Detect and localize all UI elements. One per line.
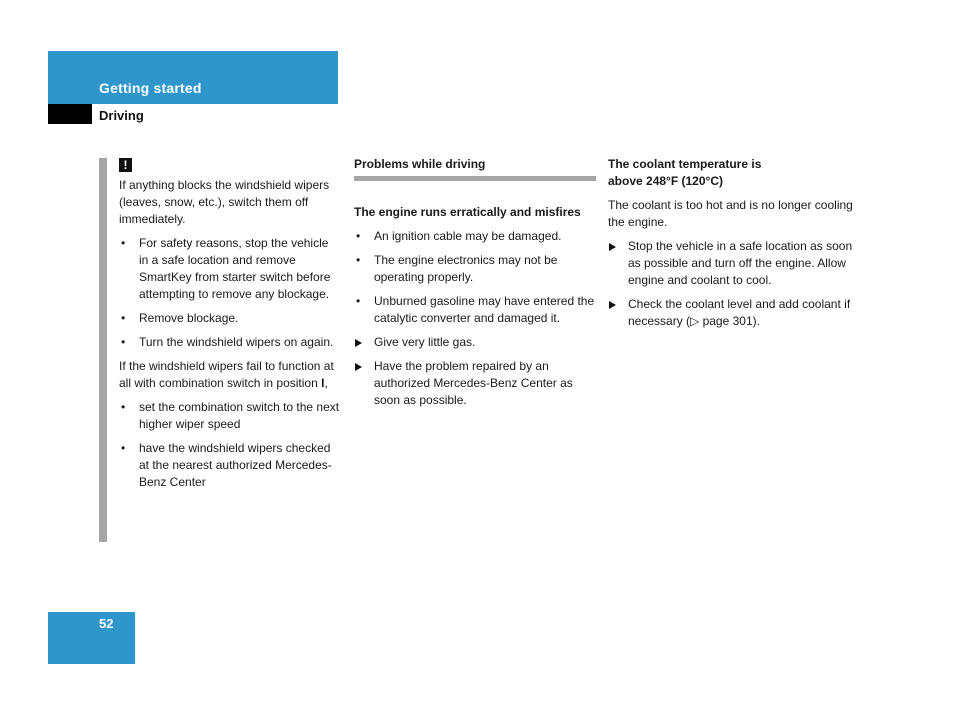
engine-heading: The engine runs erratically and misfires (354, 205, 581, 219)
action-text: Give very little gas. (374, 335, 476, 349)
causes-list (354, 228, 596, 327)
arrow-icon (355, 363, 362, 371)
arrow-icon (609, 243, 616, 251)
action-text: Have the problem repaired by an authorized Mercedes-Benz Center as soon as possible. (374, 359, 573, 407)
list-item: • An ignition cable may be damaged. (354, 228, 596, 245)
action-text: Stop the vehicle in a safe location as soon as possible and turn off the engine. Allow engine and coolant to cool. (628, 239, 853, 287)
problems-column (354, 156, 596, 416)
switch-position: I (321, 376, 325, 390)
page-number: 52 (99, 616, 114, 631)
warning-side-bar (99, 158, 107, 542)
warning-fail-text (119, 358, 341, 392)
list-item (354, 334, 596, 351)
arrow-icon (355, 339, 362, 347)
list-item (354, 358, 596, 409)
section-marker (48, 104, 92, 124)
list-item: • Remove blockage. (119, 310, 341, 327)
list-item: • set the combination switch to the next higher wiper speed (119, 399, 341, 433)
page-number-box (48, 612, 135, 664)
list-item: • Unburned gasoline may have entered the catalytic converter and damaged it. (354, 293, 596, 327)
coolant-column (608, 156, 853, 337)
coolant-heading-line1: The coolant temperature is (608, 157, 762, 171)
list-item: • Turn the windshield wipers on again. (119, 334, 341, 351)
chapter-title: Getting started (99, 80, 202, 96)
chapter-header-bar (48, 51, 338, 104)
section-title: Driving (99, 108, 144, 123)
coolant-actions-list (608, 238, 853, 330)
warning-column (119, 157, 341, 498)
fail-text-end: , (324, 376, 328, 390)
fail-text: If the windshield wipers fail to function at all with combination switch in position (119, 359, 334, 390)
action-text: Check the coolant level and add coolant if necessary (▷ page 301). (628, 297, 851, 328)
warning-intro: If anything blocks the windshield wipers (leaves, snow, etc.), switch them off immediately. (119, 178, 330, 226)
engine-actions-list (354, 334, 596, 409)
warning-bullet-list (119, 235, 341, 351)
problems-title: Problems while driving (354, 156, 596, 181)
warning-fail-list (119, 399, 341, 491)
list-item: • The engine electronics may not be operating properly. (354, 252, 596, 286)
list-item: • have the windshield wipers checked at the nearest authorized Mercedes-Benz Center (119, 440, 341, 491)
list-item (608, 238, 853, 289)
list-item (608, 296, 853, 330)
arrow-icon (609, 301, 616, 309)
exclamation-warning-icon: ! (119, 158, 132, 172)
list-item: • For safety reasons, stop the vehicle in a safe location and remove SmartKey from starter switch before attempting to remove any blockage. (119, 235, 341, 303)
coolant-description: The coolant is too hot and is no longer cooling the engine. (608, 198, 853, 229)
coolant-heading-line2: above 248°F (120°C) (608, 174, 723, 188)
